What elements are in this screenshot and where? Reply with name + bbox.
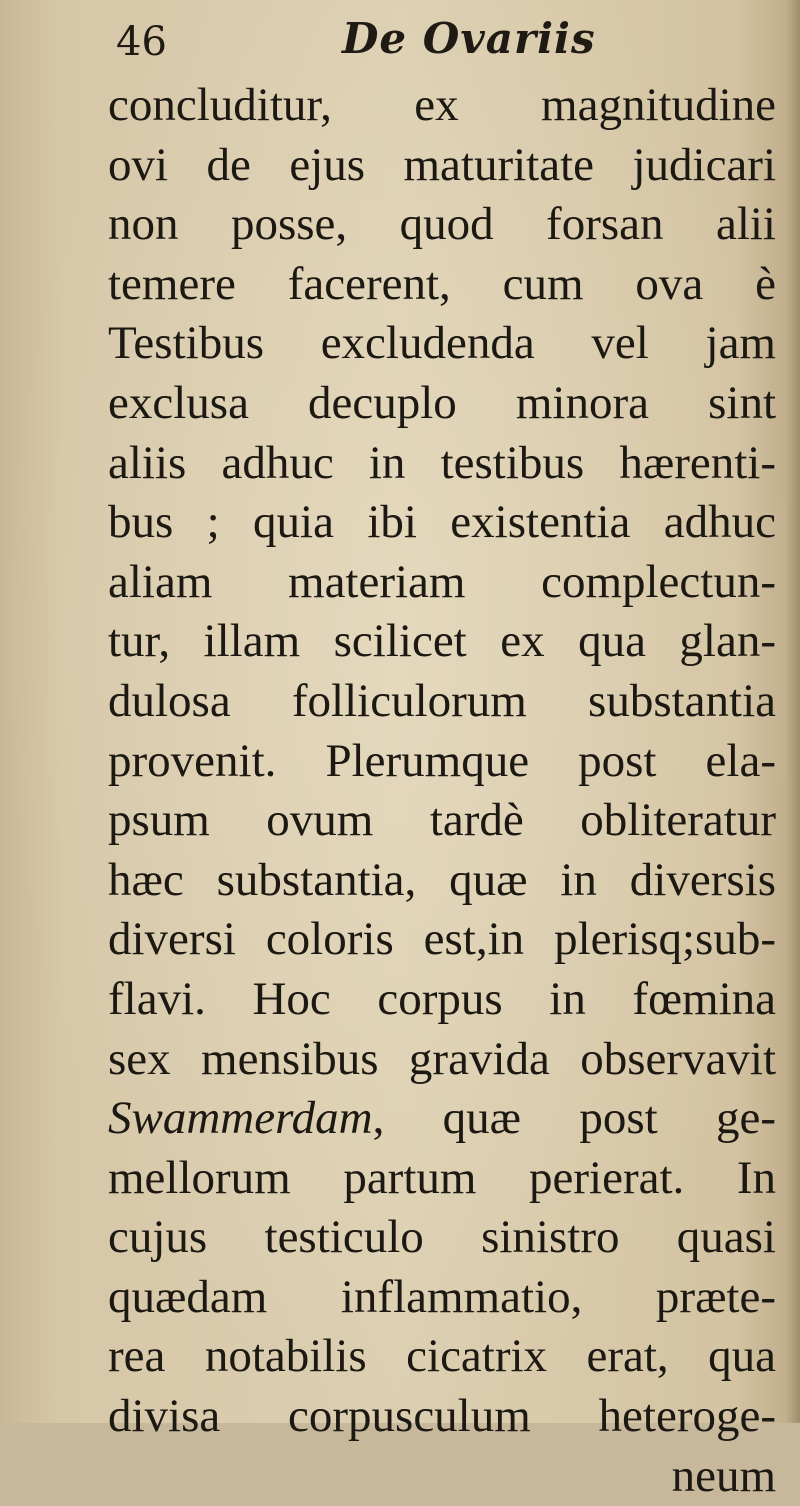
running-title: De Ovariis	[342, 14, 596, 63]
page-edge-shadow	[786, 0, 800, 1423]
text-line: non posse, quod forsan alii	[108, 198, 776, 251]
running-head	[0, 14, 800, 76]
text-line: concluditur, ex magnitudine	[108, 79, 776, 131]
text-line: rea notabilis cicatrix erat, qua	[108, 1330, 776, 1383]
page-number: 46	[116, 19, 167, 65]
text-line: temere facerent, cum ova è	[108, 257, 776, 310]
text-line: mellorum partum perierat. In	[108, 1151, 776, 1204]
text-line: exclusa decuplo minora sint	[108, 376, 776, 429]
catchword: neum	[671, 1449, 776, 1502]
text-line: aliis adhuc in testibus hærenti-	[108, 436, 776, 489]
text-line: Testibus excludenda vel jam	[108, 317, 776, 370]
text-line: tur, illam scilicet ex qua glan-	[108, 615, 776, 668]
text-line: dulosa folliculorum substantia	[108, 674, 776, 727]
text-line: diversi coloris est,in plerisq;sub-	[108, 913, 776, 966]
text-line: provenit. Plerumque post ela-	[108, 734, 776, 787]
text-line: bus ; quia ibi existentia adhuc	[108, 496, 776, 549]
text-line-remainder: , quæ post ge-	[372, 1092, 776, 1145]
text-line: ovi de ejus maturitate judicari	[108, 138, 776, 191]
text-line: hæc substantia, quæ in diversis	[108, 853, 776, 906]
text-line: sex mensibus gravida observavit	[108, 1032, 776, 1085]
body-text	[108, 76, 776, 1506]
text-line: aliam materiam complectun-	[108, 555, 776, 608]
text-line: psum ovum tardè obliteratur	[108, 794, 776, 847]
text-line: divisa corpusculum heteroge-	[108, 1390, 776, 1443]
text-line: flavi. Hoc corpus in fœmina	[108, 972, 776, 1025]
text-line-with-italic-name	[108, 1089, 776, 1149]
text-line: cujus testiculo sinistro quasi	[108, 1211, 776, 1264]
italic-name-swammerdam: Swammerdam	[108, 1092, 373, 1145]
text-line: quædam inflammatio, præte-	[108, 1270, 776, 1323]
